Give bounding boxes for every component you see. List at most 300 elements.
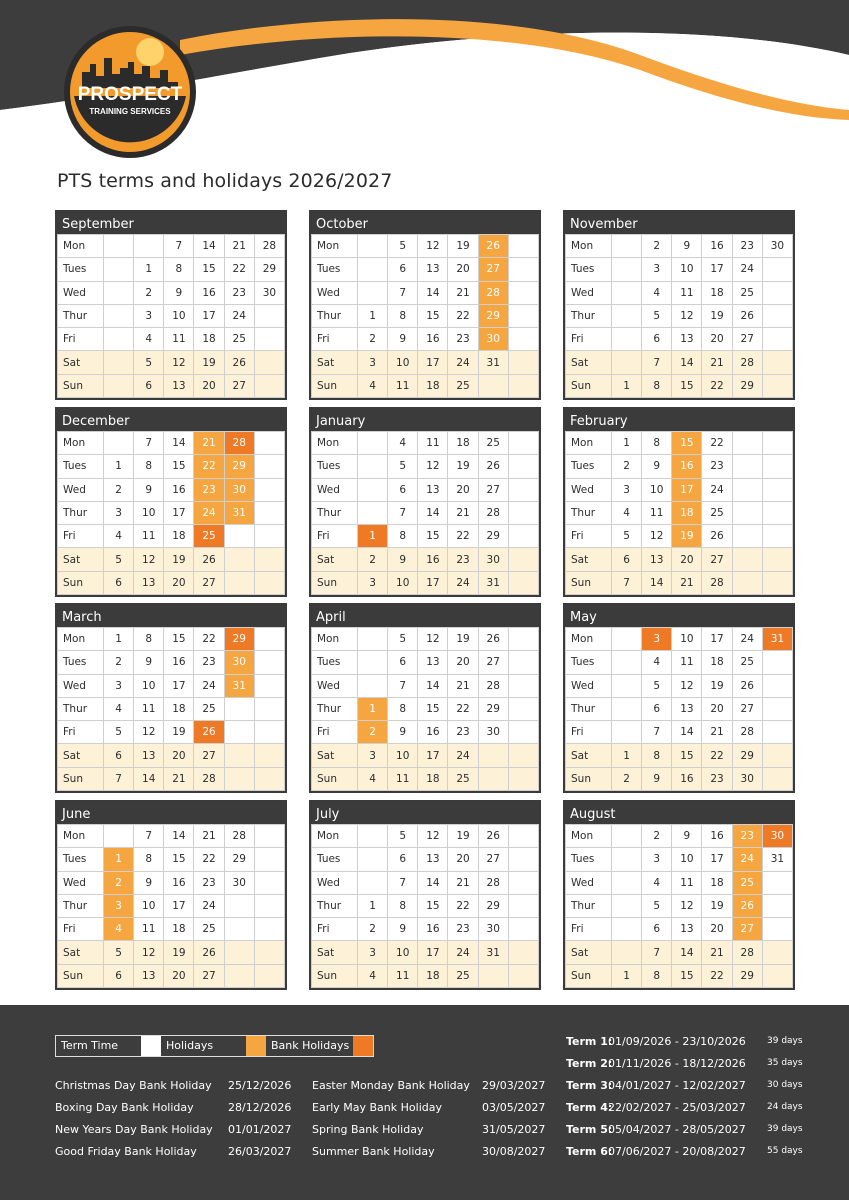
day-cell: 22 bbox=[448, 697, 478, 720]
day-cell: 6 bbox=[104, 964, 134, 987]
day-cell: 12 bbox=[164, 351, 194, 374]
month-title: January bbox=[311, 409, 539, 431]
day-cell: 14 bbox=[194, 235, 224, 258]
day-cell bbox=[508, 258, 538, 281]
day-cell bbox=[224, 918, 254, 941]
day-cell: 8 bbox=[134, 848, 164, 871]
day-cell: 28 bbox=[732, 351, 762, 374]
day-cell: 20 bbox=[164, 571, 194, 594]
day-cell: 26 bbox=[224, 351, 254, 374]
day-cell bbox=[508, 304, 538, 327]
weekday-label: Fri bbox=[58, 721, 104, 744]
month-april bbox=[309, 603, 541, 793]
day-cell: 1 bbox=[104, 628, 134, 651]
day-cell: 25 bbox=[224, 328, 254, 351]
day-cell: 16 bbox=[418, 548, 448, 571]
day-cell: 4 bbox=[134, 328, 164, 351]
day-cell: 19 bbox=[164, 548, 194, 571]
term-days: 55 days bbox=[767, 1146, 803, 1156]
day-cell: 7 bbox=[134, 825, 164, 848]
day-cell bbox=[224, 571, 254, 594]
day-cell bbox=[224, 894, 254, 917]
bank-holiday-name: Early May Bank Holiday bbox=[312, 1101, 442, 1114]
day-cell: 9 bbox=[672, 235, 702, 258]
day-cell: 14 bbox=[418, 281, 448, 304]
day-cell bbox=[358, 651, 388, 674]
day-cell: 2 bbox=[358, 548, 388, 571]
weekday-label: Sun bbox=[312, 767, 358, 790]
day-cell: 9 bbox=[388, 548, 418, 571]
day-cell: 29 bbox=[478, 894, 508, 917]
day-cell: 24 bbox=[448, 744, 478, 767]
day-cell: 28 bbox=[732, 941, 762, 964]
day-cell: 8 bbox=[388, 894, 418, 917]
weekday-label: Mon bbox=[312, 432, 358, 455]
weekday-label: Thur bbox=[58, 501, 104, 524]
day-cell: 9 bbox=[164, 281, 194, 304]
day-cell bbox=[358, 235, 388, 258]
day-cell bbox=[254, 848, 284, 871]
day-cell: 7 bbox=[642, 351, 672, 374]
weekday-label: Mon bbox=[58, 628, 104, 651]
day-cell: 26 bbox=[732, 894, 762, 917]
day-cell: 21 bbox=[164, 767, 194, 790]
month-title: September bbox=[57, 212, 285, 234]
day-cell bbox=[224, 697, 254, 720]
day-cell: 2 bbox=[612, 455, 642, 478]
day-cell bbox=[104, 328, 134, 351]
day-cell bbox=[762, 571, 792, 594]
day-cell: 17 bbox=[164, 501, 194, 524]
weekday-label: Mon bbox=[312, 825, 358, 848]
day-cell bbox=[612, 871, 642, 894]
day-cell: 16 bbox=[702, 825, 732, 848]
day-cell: 23 bbox=[448, 328, 478, 351]
day-cell: 15 bbox=[672, 964, 702, 987]
day-cell: 11 bbox=[388, 767, 418, 790]
day-cell: 17 bbox=[418, 941, 448, 964]
day-cell: 25 bbox=[732, 871, 762, 894]
day-cell bbox=[254, 697, 284, 720]
day-cell: 1 bbox=[612, 744, 642, 767]
day-cell: 27 bbox=[478, 258, 508, 281]
day-cell: 15 bbox=[164, 848, 194, 871]
day-cell bbox=[508, 894, 538, 917]
day-cell: 26 bbox=[478, 455, 508, 478]
day-cell: 7 bbox=[104, 767, 134, 790]
weekday-label: Mon bbox=[58, 432, 104, 455]
day-cell: 13 bbox=[418, 258, 448, 281]
weekday-label: Sat bbox=[58, 744, 104, 767]
day-cell bbox=[254, 328, 284, 351]
day-cell bbox=[224, 548, 254, 571]
day-cell: 9 bbox=[134, 871, 164, 894]
month-title: August bbox=[565, 802, 793, 824]
day-cell: 5 bbox=[104, 721, 134, 744]
term-label: Term 1: bbox=[566, 1035, 613, 1048]
day-cell: 12 bbox=[134, 941, 164, 964]
day-cell: 14 bbox=[672, 351, 702, 374]
day-cell: 13 bbox=[418, 848, 448, 871]
day-cell bbox=[612, 894, 642, 917]
day-cell: 21 bbox=[224, 235, 254, 258]
day-cell: 21 bbox=[194, 825, 224, 848]
day-cell bbox=[254, 674, 284, 697]
day-cell bbox=[508, 941, 538, 964]
day-cell: 7 bbox=[642, 721, 672, 744]
month-august bbox=[563, 800, 795, 990]
day-cell: 7 bbox=[612, 571, 642, 594]
day-cell: 24 bbox=[732, 628, 762, 651]
day-cell: 26 bbox=[478, 825, 508, 848]
day-cell: 26 bbox=[478, 628, 508, 651]
day-cell: 30 bbox=[478, 328, 508, 351]
weekday-label: Fri bbox=[566, 525, 612, 548]
day-cell bbox=[358, 478, 388, 501]
day-cell: 13 bbox=[672, 918, 702, 941]
day-cell: 1 bbox=[134, 258, 164, 281]
weekday-label: Tues bbox=[58, 848, 104, 871]
day-cell: 16 bbox=[164, 478, 194, 501]
day-cell: 16 bbox=[418, 918, 448, 941]
day-cell bbox=[508, 871, 538, 894]
day-cell: 18 bbox=[702, 651, 732, 674]
day-cell: 22 bbox=[702, 744, 732, 767]
weekday-label: Sat bbox=[58, 548, 104, 571]
day-cell: 18 bbox=[672, 501, 702, 524]
day-cell: 9 bbox=[642, 767, 672, 790]
day-cell: 20 bbox=[672, 548, 702, 571]
day-cell: 1 bbox=[104, 848, 134, 871]
day-cell: 25 bbox=[448, 374, 478, 397]
day-cell: 3 bbox=[642, 848, 672, 871]
day-cell: 10 bbox=[388, 351, 418, 374]
day-cell bbox=[358, 871, 388, 894]
day-cell: 1 bbox=[612, 964, 642, 987]
day-cell bbox=[762, 525, 792, 548]
day-cell: 21 bbox=[702, 941, 732, 964]
day-cell: 28 bbox=[478, 281, 508, 304]
month-title: July bbox=[311, 802, 539, 824]
day-cell: 4 bbox=[642, 871, 672, 894]
day-cell: 25 bbox=[194, 918, 224, 941]
day-cell: 5 bbox=[612, 525, 642, 548]
day-cell bbox=[478, 767, 508, 790]
day-cell: 6 bbox=[388, 478, 418, 501]
weekday-label: Thur bbox=[312, 501, 358, 524]
day-cell: 3 bbox=[612, 478, 642, 501]
day-cell: 1 bbox=[358, 697, 388, 720]
day-cell: 23 bbox=[702, 455, 732, 478]
day-cell: 22 bbox=[194, 628, 224, 651]
day-cell: 29 bbox=[254, 258, 284, 281]
day-cell: 11 bbox=[642, 501, 672, 524]
month-june bbox=[55, 800, 287, 990]
day-cell: 6 bbox=[642, 328, 672, 351]
day-cell: 15 bbox=[672, 744, 702, 767]
legend bbox=[55, 1035, 374, 1057]
month-november bbox=[563, 210, 795, 400]
day-cell bbox=[612, 651, 642, 674]
weekday-label: Fri bbox=[566, 721, 612, 744]
weekday-label: Thur bbox=[566, 304, 612, 327]
day-cell: 3 bbox=[104, 894, 134, 917]
weekday-label: Thur bbox=[566, 697, 612, 720]
month-october bbox=[309, 210, 541, 400]
day-cell: 4 bbox=[642, 651, 672, 674]
day-cell: 2 bbox=[358, 721, 388, 744]
day-cell bbox=[508, 525, 538, 548]
legend-bank-swatch bbox=[353, 1036, 373, 1056]
day-cell: 10 bbox=[672, 258, 702, 281]
day-cell: 14 bbox=[672, 941, 702, 964]
day-cell: 3 bbox=[358, 571, 388, 594]
day-cell: 22 bbox=[194, 848, 224, 871]
day-cell: 17 bbox=[194, 304, 224, 327]
legend-holidays-label: Holidays bbox=[166, 1039, 214, 1052]
day-cell: 13 bbox=[134, 744, 164, 767]
day-cell bbox=[612, 918, 642, 941]
day-cell: 28 bbox=[254, 235, 284, 258]
month-title: February bbox=[565, 409, 793, 431]
day-cell: 21 bbox=[448, 674, 478, 697]
day-cell: 20 bbox=[702, 918, 732, 941]
month-title: April bbox=[311, 605, 539, 627]
weekday-label: Tues bbox=[58, 651, 104, 674]
day-cell: 3 bbox=[358, 941, 388, 964]
day-cell bbox=[358, 848, 388, 871]
day-cell: 2 bbox=[358, 918, 388, 941]
day-cell bbox=[612, 628, 642, 651]
day-cell: 29 bbox=[224, 848, 254, 871]
bank-holiday-name: Good Friday Bank Holiday bbox=[55, 1145, 197, 1158]
day-cell: 29 bbox=[224, 455, 254, 478]
day-cell bbox=[104, 351, 134, 374]
month-title: March bbox=[57, 605, 285, 627]
day-cell: 9 bbox=[134, 478, 164, 501]
weekday-label: Sun bbox=[312, 571, 358, 594]
day-cell bbox=[254, 304, 284, 327]
weekday-label: Sat bbox=[566, 351, 612, 374]
day-cell bbox=[254, 871, 284, 894]
day-cell: 19 bbox=[702, 304, 732, 327]
day-cell: 11 bbox=[134, 525, 164, 548]
day-cell bbox=[508, 374, 538, 397]
day-cell bbox=[224, 744, 254, 767]
day-cell: 13 bbox=[418, 651, 448, 674]
weekday-label: Wed bbox=[566, 478, 612, 501]
day-cell: 28 bbox=[702, 571, 732, 594]
day-cell bbox=[762, 304, 792, 327]
weekday-label: Wed bbox=[312, 478, 358, 501]
bank-holiday-name: New Years Day Bank Holiday bbox=[55, 1123, 213, 1136]
day-cell: 31 bbox=[762, 848, 792, 871]
day-cell bbox=[612, 258, 642, 281]
logo-text: PROSPECT bbox=[77, 84, 183, 105]
day-cell: 20 bbox=[448, 478, 478, 501]
bank-holiday-date: 31/05/2027 bbox=[482, 1123, 546, 1136]
day-cell: 14 bbox=[164, 432, 194, 455]
weekday-label: Sat bbox=[58, 941, 104, 964]
day-cell: 19 bbox=[194, 351, 224, 374]
day-cell: 2 bbox=[612, 767, 642, 790]
day-cell: 23 bbox=[448, 721, 478, 744]
day-cell: 4 bbox=[612, 501, 642, 524]
day-cell: 17 bbox=[164, 894, 194, 917]
day-cell: 16 bbox=[672, 767, 702, 790]
day-cell bbox=[508, 455, 538, 478]
weekday-label: Mon bbox=[312, 628, 358, 651]
day-cell: 23 bbox=[732, 825, 762, 848]
day-cell bbox=[508, 825, 538, 848]
day-cell: 27 bbox=[732, 697, 762, 720]
day-cell: 31 bbox=[224, 501, 254, 524]
term-range: 05/04/2027 - 28/05/2027 bbox=[608, 1123, 746, 1136]
day-cell: 19 bbox=[448, 825, 478, 848]
day-cell bbox=[762, 281, 792, 304]
day-cell: 17 bbox=[418, 351, 448, 374]
weekday-label: Tues bbox=[566, 651, 612, 674]
day-cell: 7 bbox=[388, 674, 418, 697]
day-cell bbox=[762, 767, 792, 790]
day-cell: 9 bbox=[388, 328, 418, 351]
day-cell: 19 bbox=[448, 235, 478, 258]
day-cell: 16 bbox=[418, 721, 448, 744]
day-cell bbox=[254, 651, 284, 674]
day-cell bbox=[358, 258, 388, 281]
day-cell: 24 bbox=[194, 674, 224, 697]
weekday-label: Tues bbox=[312, 455, 358, 478]
day-cell: 26 bbox=[732, 674, 762, 697]
day-cell bbox=[762, 871, 792, 894]
day-cell: 5 bbox=[388, 628, 418, 651]
day-cell bbox=[508, 848, 538, 871]
day-cell bbox=[254, 351, 284, 374]
weekday-label: Mon bbox=[58, 235, 104, 258]
day-cell: 19 bbox=[702, 894, 732, 917]
day-cell: 2 bbox=[642, 825, 672, 848]
day-cell bbox=[508, 235, 538, 258]
day-cell: 2 bbox=[134, 281, 164, 304]
day-cell: 31 bbox=[478, 941, 508, 964]
day-cell bbox=[612, 304, 642, 327]
day-cell: 21 bbox=[194, 432, 224, 455]
day-cell: 7 bbox=[388, 501, 418, 524]
day-cell: 13 bbox=[134, 964, 164, 987]
day-cell bbox=[224, 941, 254, 964]
day-cell: 23 bbox=[702, 767, 732, 790]
day-cell bbox=[104, 304, 134, 327]
day-cell: 31 bbox=[762, 628, 792, 651]
month-september bbox=[55, 210, 287, 400]
day-cell: 24 bbox=[448, 941, 478, 964]
day-cell: 16 bbox=[164, 651, 194, 674]
day-cell: 4 bbox=[642, 281, 672, 304]
day-cell: 18 bbox=[418, 964, 448, 987]
day-cell: 1 bbox=[358, 525, 388, 548]
day-cell: 18 bbox=[448, 432, 478, 455]
day-cell: 28 bbox=[478, 501, 508, 524]
day-cell: 5 bbox=[104, 941, 134, 964]
day-cell: 17 bbox=[702, 848, 732, 871]
day-cell bbox=[254, 525, 284, 548]
bank-holiday-name: Christmas Day Bank Holiday bbox=[55, 1079, 212, 1092]
weekday-label: Tues bbox=[312, 848, 358, 871]
day-cell: 21 bbox=[702, 721, 732, 744]
day-cell: 30 bbox=[224, 478, 254, 501]
day-cell bbox=[104, 281, 134, 304]
legend-holidays-swatch bbox=[246, 1036, 266, 1056]
day-cell bbox=[508, 571, 538, 594]
day-cell bbox=[358, 825, 388, 848]
term-range: 07/06/2027 - 20/08/2027 bbox=[608, 1145, 746, 1158]
day-cell: 18 bbox=[164, 525, 194, 548]
day-cell: 3 bbox=[134, 304, 164, 327]
day-cell bbox=[762, 674, 792, 697]
day-cell bbox=[732, 525, 762, 548]
day-cell bbox=[254, 501, 284, 524]
day-cell: 22 bbox=[448, 304, 478, 327]
day-cell: 13 bbox=[672, 697, 702, 720]
day-cell bbox=[254, 894, 284, 917]
day-cell bbox=[508, 674, 538, 697]
day-cell: 20 bbox=[164, 964, 194, 987]
day-cell bbox=[254, 455, 284, 478]
day-cell bbox=[732, 455, 762, 478]
day-cell: 12 bbox=[672, 304, 702, 327]
day-cell: 13 bbox=[164, 374, 194, 397]
weekday-label: Sat bbox=[566, 548, 612, 571]
legend-term-label: Term Time bbox=[61, 1039, 119, 1052]
weekday-label: Wed bbox=[58, 674, 104, 697]
term-range: 04/01/2027 - 12/02/2027 bbox=[608, 1079, 746, 1092]
day-cell: 19 bbox=[164, 941, 194, 964]
day-cell: 7 bbox=[388, 281, 418, 304]
day-cell bbox=[762, 918, 792, 941]
day-cell bbox=[508, 548, 538, 571]
day-cell: 3 bbox=[104, 674, 134, 697]
day-cell: 27 bbox=[702, 548, 732, 571]
day-cell bbox=[732, 571, 762, 594]
weekday-label: Sat bbox=[312, 351, 358, 374]
day-cell bbox=[762, 501, 792, 524]
day-cell: 29 bbox=[224, 628, 254, 651]
bank-holiday-date: 03/05/2027 bbox=[482, 1101, 546, 1114]
day-cell bbox=[508, 918, 538, 941]
day-cell: 31 bbox=[478, 571, 508, 594]
term-label: Term 4: bbox=[566, 1101, 613, 1114]
day-cell: 19 bbox=[448, 628, 478, 651]
day-cell: 7 bbox=[642, 941, 672, 964]
day-cell: 30 bbox=[478, 721, 508, 744]
day-cell: 26 bbox=[194, 941, 224, 964]
day-cell: 8 bbox=[642, 374, 672, 397]
day-cell: 28 bbox=[194, 767, 224, 790]
day-cell bbox=[508, 501, 538, 524]
weekday-label: Wed bbox=[566, 281, 612, 304]
day-cell: 30 bbox=[224, 871, 254, 894]
day-cell: 2 bbox=[642, 235, 672, 258]
day-cell: 4 bbox=[104, 525, 134, 548]
day-cell: 18 bbox=[418, 374, 448, 397]
day-cell: 16 bbox=[164, 871, 194, 894]
day-cell: 17 bbox=[672, 478, 702, 501]
day-cell: 12 bbox=[418, 455, 448, 478]
day-cell: 9 bbox=[134, 651, 164, 674]
weekday-label: Tues bbox=[312, 258, 358, 281]
day-cell: 10 bbox=[164, 304, 194, 327]
term-range: 22/02/2027 - 25/03/2027 bbox=[608, 1101, 746, 1114]
